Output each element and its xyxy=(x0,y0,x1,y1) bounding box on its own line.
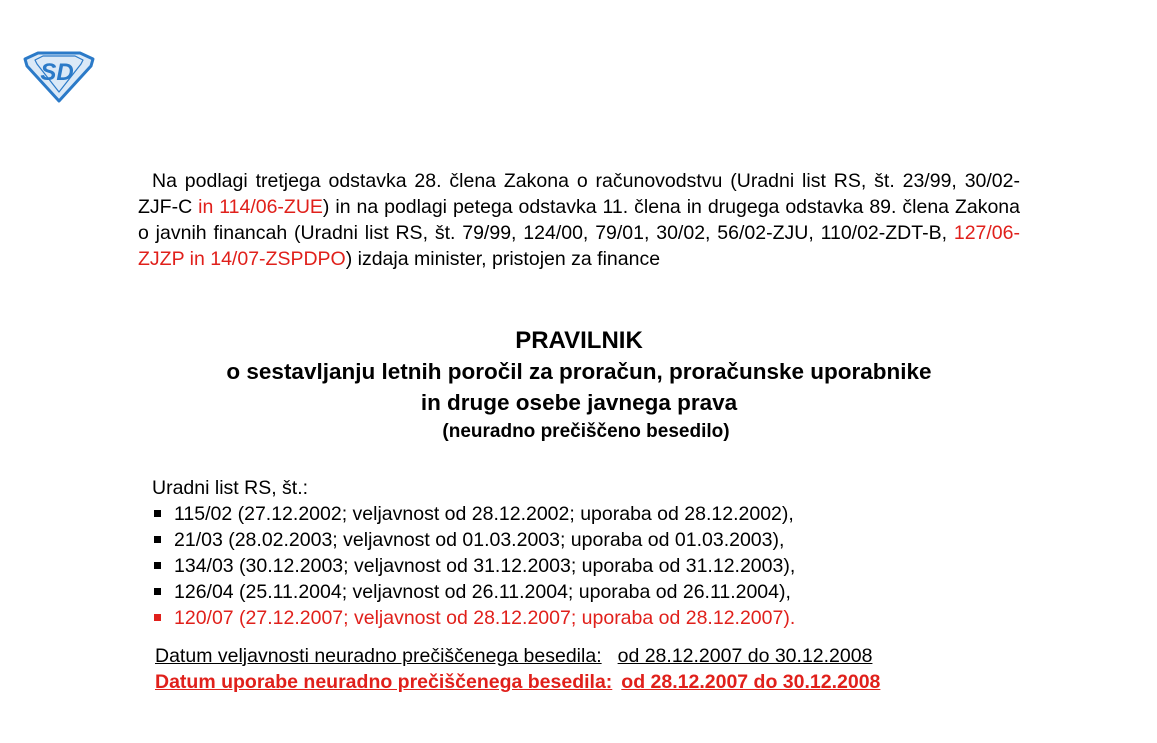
intro-paragraph xyxy=(138,168,1020,272)
validity-dates xyxy=(155,643,880,695)
reference-item-latest: 120/07 (27.12.2007; veljavnost od 28.12.2007; uporaba od 28.12.2007). xyxy=(152,605,795,631)
intro-amendment-2: 127/06-ZJZP in 14/07-ZSPDPO xyxy=(138,222,1020,270)
title-line-3: in druge osebe javnega prava xyxy=(420,390,738,415)
reference-item: 126/04 (25.11.2004; veljavnost od 26.11.2004; uporaba od 26.11.2004), xyxy=(152,579,795,605)
title-note: (neuradno prečiščeno besedilo) xyxy=(442,421,730,442)
svg-text:SD: SD xyxy=(40,59,74,86)
validity-label: Datum veljavnosti neuradno prečiščenega besedila: xyxy=(155,645,602,667)
reference-item: 21/03 (28.02.2003; veljavnost od 01.03.2003; uporaba od 01.03.2003), xyxy=(152,527,795,553)
document-title xyxy=(138,326,1020,446)
references-list xyxy=(152,501,795,631)
title-line-2: o sestavljanju letnih poročil za proračun, proračunske uporabnike xyxy=(226,359,932,384)
title-main: PRAVILNIK xyxy=(515,327,643,354)
intro-text-2: ) in na podlagi petega odstavka 11. člena in drugega odstavka 89. člena Zakona o javnih financah (Uradni list RS, št. 79/99, 124/00, 79/01, 30/02, 56/02-ZJU, 110/02-ZDT-B, xyxy=(138,196,1020,244)
bullet-icon xyxy=(154,510,161,517)
bullet-icon xyxy=(154,588,161,595)
bullet-icon xyxy=(154,536,161,543)
usage-value: od 28.12.2007 do 30.12.2008 xyxy=(621,671,881,693)
shield-logo-icon xyxy=(22,50,96,104)
bullet-icon xyxy=(154,562,161,569)
sd-shield-logo xyxy=(22,50,96,104)
intro-amendment-1: in 114/06-ZUE xyxy=(198,196,323,218)
usage-date-row xyxy=(155,669,880,695)
references-heading: Uradni list RS, št.: xyxy=(152,477,309,499)
validity-value: od 28.12.2007 do 30.12.2008 xyxy=(617,645,873,667)
bullet-icon xyxy=(154,614,161,621)
official-gazette-references xyxy=(152,475,795,631)
intro-text-1: Na podlagi tretjega odstavka 28. člena Zakona o računovodstvu (Uradni list RS, št. 23/99, 30/02-ZJF-C xyxy=(138,170,1020,218)
intro-text-3: ) izdaja minister, pristojen za finance xyxy=(345,248,661,270)
validity-date-row xyxy=(155,643,880,669)
usage-label: Datum uporabe neuradno prečiščenega besedila: xyxy=(155,671,613,693)
reference-item: 134/03 (30.12.2003; veljavnost od 31.12.2003; uporaba od 31.12.2003), xyxy=(152,553,795,579)
reference-item: 115/02 (27.12.2002; veljavnost od 28.12.2002; uporaba od 28.12.2002), xyxy=(152,501,795,527)
